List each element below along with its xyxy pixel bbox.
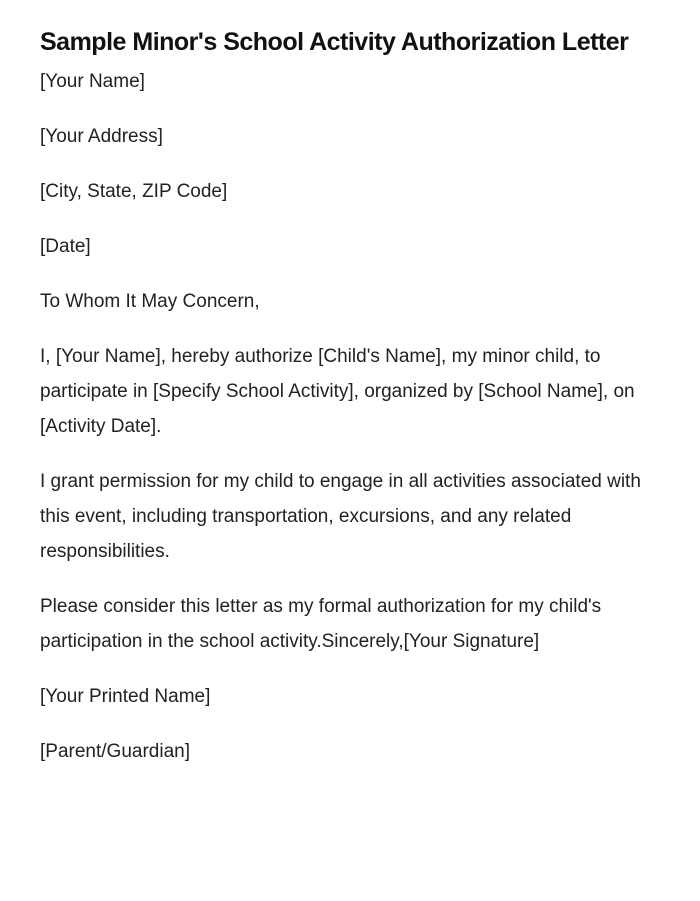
printed-name: [Your Printed Name]: [40, 686, 211, 707]
signer-role: [Parent/Guardian]: [40, 741, 190, 762]
body-paragraph-closing: Please consider this letter as my formal authorization for my child's participation in the school activity.Sincerely,[Your Signature]: [40, 596, 602, 652]
sender-address: [Your Address]: [40, 126, 163, 147]
letter-document: [40, 20, 650, 789]
body-paragraph-authorization: I, [Your Name], hereby authorize [Child's Name], my minor child, to participate in [Specify School Activity], organized by [School Name], on [Activity Date].: [40, 346, 635, 437]
body-paragraph-permission: I grant permission for my child to engage in all activities associated with this event, including transportation, excursions, and any related responsibilities.: [40, 471, 641, 562]
letter-date: [Date]: [40, 236, 91, 257]
sender-name: [Your Name]: [40, 71, 145, 92]
sender-city-state-zip: [City, State, ZIP Code]: [40, 181, 228, 202]
letter-title: Sample Minor's School Activity Authorization Letter: [40, 28, 629, 56]
salutation: To Whom It May Concern,: [40, 291, 260, 312]
